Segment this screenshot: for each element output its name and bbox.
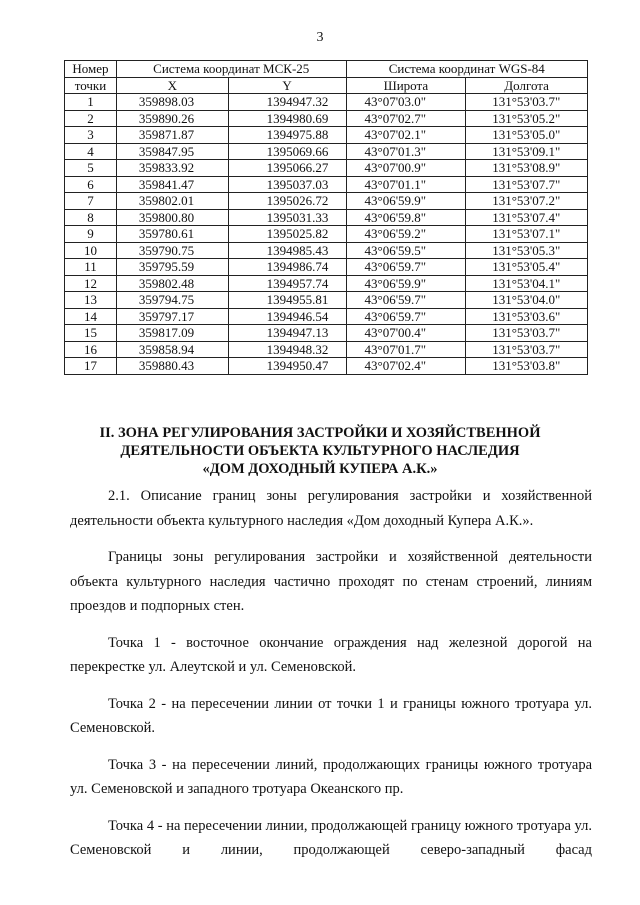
longitude-cell: 131°53'03.8" [466,358,588,375]
latitude-cell: 43°07'00.9" [346,160,466,177]
point-number-cell: 11 [65,259,117,276]
y-coordinate-cell: 1395031.33 [228,209,346,226]
latitude-cell: 43°07'01.3" [346,143,466,160]
y-coordinate-cell: 1394950.47 [228,358,346,375]
longitude-cell: 131°53'03.6" [466,308,588,325]
x-coordinate-cell: 359797.17 [116,308,228,325]
point-number-cell: 14 [65,308,117,325]
table-row [65,160,588,177]
x-coordinate-cell: 359800.80 [116,209,228,226]
y-coordinate-cell: 1394975.88 [228,127,346,144]
paragraph: 2.1. Описание границ зоны регулирования застройки и хозяйственной деятельности объекта культурного наследия «Дом доходный Купера А.К.». [70,488,592,529]
y-coordinate-cell: 1395026.72 [228,193,346,210]
section-heading-line: II. ЗОНА РЕГУЛИРОВАНИЯ ЗАСТРОЙКИ И ХОЗЯЙСТВЕННОЙ [99,425,541,441]
longitude-cell: 131°53'07.1" [466,226,588,243]
longitude-cell: 131°53'05.3" [466,242,588,259]
table-row [65,292,588,309]
table-row [65,242,588,259]
y-coordinate-cell: 1395066.27 [228,160,346,177]
y-coordinate-cell: 1394946.54 [228,308,346,325]
header-latitude: Широта [346,77,466,94]
latitude-cell: 43°07'02.4" [346,358,466,375]
header-x: X [116,77,228,94]
table-row [65,110,588,127]
latitude-cell: 43°06'59.7" [346,259,466,276]
latitude-cell: 43°06'59.9" [346,275,466,292]
latitude-cell: 43°06'59.7" [346,292,466,309]
table-row [65,143,588,160]
longitude-cell: 131°53'07.4" [466,209,588,226]
table-row [65,193,588,210]
table-row [65,94,588,111]
y-coordinate-cell: 1394955.81 [228,292,346,309]
latitude-cell: 43°07'01.1" [346,176,466,193]
paragraph: Границы зоны регулирования застройки и хозяйственной деятельности объекта культурного наследия частично проходят по стенам строений, линиям проездов и подпорных стен. [70,549,592,614]
longitude-cell: 131°53'03.7" [466,94,588,111]
latitude-cell: 43°06'59.8" [346,209,466,226]
header-y: Y [228,77,346,94]
point-number-cell: 5 [65,160,117,177]
longitude-cell: 131°53'07.7" [466,176,588,193]
point-number-cell: 15 [65,325,117,342]
paragraph: Точка 2 - на пересечении линии от точки 1 и границы южного тротуара ул. Семеновской. [70,695,592,736]
paragraph: Точка 1 - восточное окончание ограждения над железной дорогой на перекрестке ул. Алеутской и ул. Семеновской. [70,634,592,675]
x-coordinate-cell: 359780.61 [116,226,228,243]
y-coordinate-cell: 1394947.32 [228,94,346,111]
table-subheader-row [65,77,588,94]
x-coordinate-cell: 359817.09 [116,325,228,342]
point-number-cell: 6 [65,176,117,193]
table-row [65,341,588,358]
x-coordinate-cell: 359802.48 [116,275,228,292]
longitude-cell: 131°53'04.1" [466,275,588,292]
section-heading-line: ДЕЯТЕЛЬНОСТИ ОБЪЕКТА КУЛЬТУРНОГО НАСЛЕДИЯ [120,443,520,459]
y-coordinate-cell: 1394947.13 [228,325,346,342]
longitude-cell: 131°53'05.4" [466,259,588,276]
table-body [65,94,588,375]
longitude-cell: 131°53'07.2" [466,193,588,210]
latitude-cell: 43°06'59.9" [346,193,466,210]
table-header-row [65,61,588,78]
header-longitude: Долгота [466,77,588,94]
point-number-cell: 7 [65,193,117,210]
table-row [65,275,588,292]
y-coordinate-cell: 1394986.74 [228,259,346,276]
y-coordinate-cell: 1394948.32 [228,341,346,358]
latitude-cell: 43°06'59.2" [346,226,466,243]
table-row [65,209,588,226]
x-coordinate-cell: 359890.26 [116,110,228,127]
longitude-cell: 131°53'05.2" [466,110,588,127]
table-row [65,308,588,325]
latitude-cell: 43°07'01.7" [346,341,466,358]
x-coordinate-cell: 359847.95 [116,143,228,160]
header-msk25-system: Система координат МСК-25 [116,61,346,78]
latitude-cell: 43°06'59.5" [346,242,466,259]
x-coordinate-cell: 359795.59 [116,259,228,276]
table-row [65,176,588,193]
longitude-cell: 131°53'05.0" [466,127,588,144]
x-coordinate-cell: 359858.94 [116,341,228,358]
x-coordinate-cell: 359871.87 [116,127,228,144]
header-point-number: Номер [65,61,117,78]
x-coordinate-cell: 359841.47 [116,176,228,193]
point-number-cell: 16 [65,341,117,358]
longitude-cell: 131°53'03.7" [466,341,588,358]
x-coordinate-cell: 359794.75 [116,292,228,309]
y-coordinate-cell: 1394980.69 [228,110,346,127]
table-row [65,127,588,144]
point-number-cell: 3 [65,127,117,144]
y-coordinate-cell: 1395037.03 [228,176,346,193]
point-number-cell: 10 [65,242,117,259]
x-coordinate-cell: 359880.43 [116,358,228,375]
latitude-cell: 43°06'59.7" [346,308,466,325]
paragraph: Точка 3 - на пересечении линий, продолжающих границы южного тротуара ул. Семеновской и западного тротуара Океанского пр. [70,756,592,797]
latitude-cell: 43°07'03.0" [346,94,466,111]
section-heading [70,424,570,478]
point-number-cell: 2 [65,110,117,127]
y-coordinate-cell: 1395069.66 [228,143,346,160]
paragraph: Точка 4 - на пересечении линии, продолжающей границу южного тротуара ул. Семеновской и линии, продолжающей северо-западный фасад [70,817,592,858]
point-number-cell: 13 [65,292,117,309]
body-text [70,484,592,875]
section-heading-line: «ДОМ ДОХОДНЫЙ КУПЕРА А.К.» [202,461,438,477]
table-row [65,325,588,342]
x-coordinate-cell: 359898.03 [116,94,228,111]
latitude-cell: 43°07'02.1" [346,127,466,144]
coordinates-table [64,60,588,375]
x-coordinate-cell: 359790.75 [116,242,228,259]
y-coordinate-cell: 1395025.82 [228,226,346,243]
longitude-cell: 131°53'08.9" [466,160,588,177]
point-number-cell: 4 [65,143,117,160]
point-number-cell: 1 [65,94,117,111]
y-coordinate-cell: 1394985.43 [228,242,346,259]
table-row [65,358,588,375]
longitude-cell: 131°53'04.0" [466,292,588,309]
longitude-cell: 131°53'03.7" [466,325,588,342]
point-number-cell: 9 [65,226,117,243]
page-number: 3 [316,30,324,45]
header-point-label: точки [65,77,117,94]
latitude-cell: 43°07'00.4" [346,325,466,342]
point-number-cell: 12 [65,275,117,292]
longitude-cell: 131°53'09.1" [466,143,588,160]
table-row [65,226,588,243]
point-number-cell: 17 [65,358,117,375]
x-coordinate-cell: 359833.92 [116,160,228,177]
y-coordinate-cell: 1394957.74 [228,275,346,292]
latitude-cell: 43°07'02.7" [346,110,466,127]
x-coordinate-cell: 359802.01 [116,193,228,210]
table-row [65,259,588,276]
header-wgs84-system: Система координат WGS-84 [346,61,587,78]
point-number-cell: 8 [65,209,117,226]
